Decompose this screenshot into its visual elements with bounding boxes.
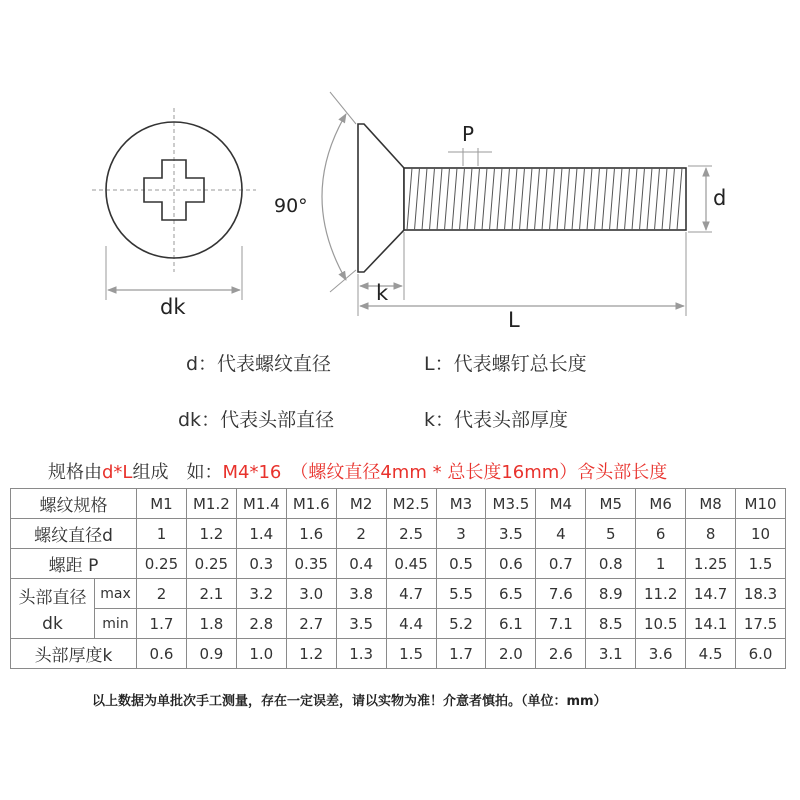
table-cell: 2.5 (386, 519, 436, 549)
sub-label-min: min (95, 609, 137, 639)
table-row-dk-min (11, 609, 786, 639)
diameter-label: d (713, 186, 727, 210)
table-cell: 8.5 (586, 609, 636, 639)
table-cell: 14.1 (686, 609, 736, 639)
table-row-head-thickness (11, 639, 786, 669)
table-cell: 0.6 (486, 549, 536, 579)
table-cell: 5.5 (436, 579, 486, 609)
table-cell: M2 (336, 489, 386, 519)
table-cell: M2.5 (386, 489, 436, 519)
row-label-size: 螺纹规格 (11, 489, 137, 519)
table-cell: 8 (686, 519, 736, 549)
table-cell: M1.4 (236, 489, 286, 519)
table-cell: M8 (686, 489, 736, 519)
table-cell: M1.2 (186, 489, 236, 519)
table-cell: 1.4 (236, 519, 286, 549)
table-cell: 8.9 (586, 579, 636, 609)
table-cell: 1.7 (436, 639, 486, 669)
sub-label-max: max (95, 579, 137, 609)
table-cell: 1.2 (286, 639, 336, 669)
angle-arc (322, 114, 346, 280)
spec-mid: 组成 如： (132, 462, 223, 483)
table-cell: 2.1 (186, 579, 236, 609)
table-cell: 5.2 (436, 609, 486, 639)
pitch-label: P (462, 122, 475, 146)
table-cell: 3.2 (236, 579, 286, 609)
row-label-head-diameter (11, 579, 95, 639)
table-cell: 1.5 (736, 549, 786, 579)
table-cell: M10 (736, 489, 786, 519)
head-thickness-label: k (376, 281, 389, 305)
countersunk-head (358, 124, 404, 272)
spec-dl: d*L (102, 462, 133, 483)
table-cell: 3.0 (286, 579, 336, 609)
table-cell: M1 (137, 489, 187, 519)
table-cell: M4 (536, 489, 586, 519)
table-cell: 2 (336, 519, 386, 549)
table-cell: 2.6 (536, 639, 586, 669)
legend-l: L：代表螺钉总长度 (424, 353, 587, 375)
table-cell: 7.1 (536, 609, 586, 639)
table-row-diameter (11, 519, 786, 549)
table-cell: 0.5 (436, 549, 486, 579)
table-cell: M6 (636, 489, 686, 519)
table-cell: 3.6 (636, 639, 686, 669)
table-cell: 0.45 (386, 549, 436, 579)
spec-example: M4*16 （螺纹直径4mm * 总长度16mm）含头部长度 (222, 462, 668, 483)
table-cell: M1.6 (286, 489, 336, 519)
table-cell: 0.25 (186, 549, 236, 579)
row-label-pitch: 螺距 P (11, 549, 137, 579)
screw-drawing (0, 0, 800, 340)
row-label-diameter: 螺纹直径d (11, 519, 137, 549)
table-cell: 1.2 (186, 519, 236, 549)
table-cell: 6.1 (486, 609, 536, 639)
measurement-note: 以上数据为单批次手工测量，存在一定误差，请以实物为准！介意者慎拍。（单位：mm） (92, 694, 607, 709)
length-label: L (508, 308, 520, 332)
table-cell: 2.0 (486, 639, 536, 669)
table-cell: 4.5 (686, 639, 736, 669)
spec-prefix: 规格由 (48, 462, 102, 483)
table-cell: 1 (636, 549, 686, 579)
table-cell: 6.0 (736, 639, 786, 669)
table-row-dk-max (11, 579, 786, 609)
table-cell: 3 (436, 519, 486, 549)
table-cell: 3.8 (336, 579, 386, 609)
table-cell: 2.8 (236, 609, 286, 639)
table-cell: 3.5 (486, 519, 536, 549)
table-cell: 17.5 (736, 609, 786, 639)
table-cell: 5 (586, 519, 636, 549)
table-cell: 10 (736, 519, 786, 549)
table-cell: 6 (636, 519, 686, 549)
table-cell: 0.4 (336, 549, 386, 579)
table-cell: 2 (137, 579, 187, 609)
row-label-head-thickness: 头部厚度k (11, 639, 137, 669)
legend-dk: dk：代表头部直径 (178, 409, 335, 431)
table-cell: 0.35 (286, 549, 336, 579)
table-cell: 0.9 (186, 639, 236, 669)
table-cell: 1.25 (686, 549, 736, 579)
table-cell: 1.7 (137, 609, 187, 639)
phillips-cross-icon (144, 160, 204, 220)
head-top-view (92, 108, 256, 300)
table-cell: 1.0 (236, 639, 286, 669)
table-cell: 1.8 (186, 609, 236, 639)
table-row-pitch (11, 549, 786, 579)
table-cell: 0.6 (137, 639, 187, 669)
table-row-size (11, 489, 786, 519)
table-cell: 0.8 (586, 549, 636, 579)
table-cell: 1.6 (286, 519, 336, 549)
table-cell: 3.1 (586, 639, 636, 669)
table-cell: 2.7 (286, 609, 336, 639)
table-cell: M5 (586, 489, 636, 519)
table-cell: 4.7 (386, 579, 436, 609)
table-cell: 0.25 (137, 549, 187, 579)
table-cell: 6.5 (486, 579, 536, 609)
row-label-head-diameter-line2: dk (42, 614, 63, 634)
spec-description (48, 458, 667, 484)
table-cell: 0.3 (236, 549, 286, 579)
table-cell: 3.5 (336, 609, 386, 639)
legend-d: d：代表螺纹直径 (186, 353, 332, 375)
table-cell: 1 (137, 519, 187, 549)
table-cell: M3.5 (486, 489, 536, 519)
table-cell: 4 (536, 519, 586, 549)
table-cell: 1.5 (386, 639, 436, 669)
legend-k: k：代表头部厚度 (424, 409, 569, 431)
table-cell: 18.3 (736, 579, 786, 609)
spec-table (10, 488, 786, 669)
table-cell: M3 (436, 489, 486, 519)
angle-label: 90° (274, 195, 308, 217)
table-cell: 11.2 (636, 579, 686, 609)
table-cell: 14.7 (686, 579, 736, 609)
table-cell: 7.6 (536, 579, 586, 609)
table-cell: 1.3 (336, 639, 386, 669)
table-cell: 4.4 (386, 609, 436, 639)
table-cell: 10.5 (636, 609, 686, 639)
row-label-head-diameter-line1: 头部直径 (18, 588, 87, 608)
table-cell: 0.7 (536, 549, 586, 579)
head-diameter-label: dk (160, 295, 186, 319)
